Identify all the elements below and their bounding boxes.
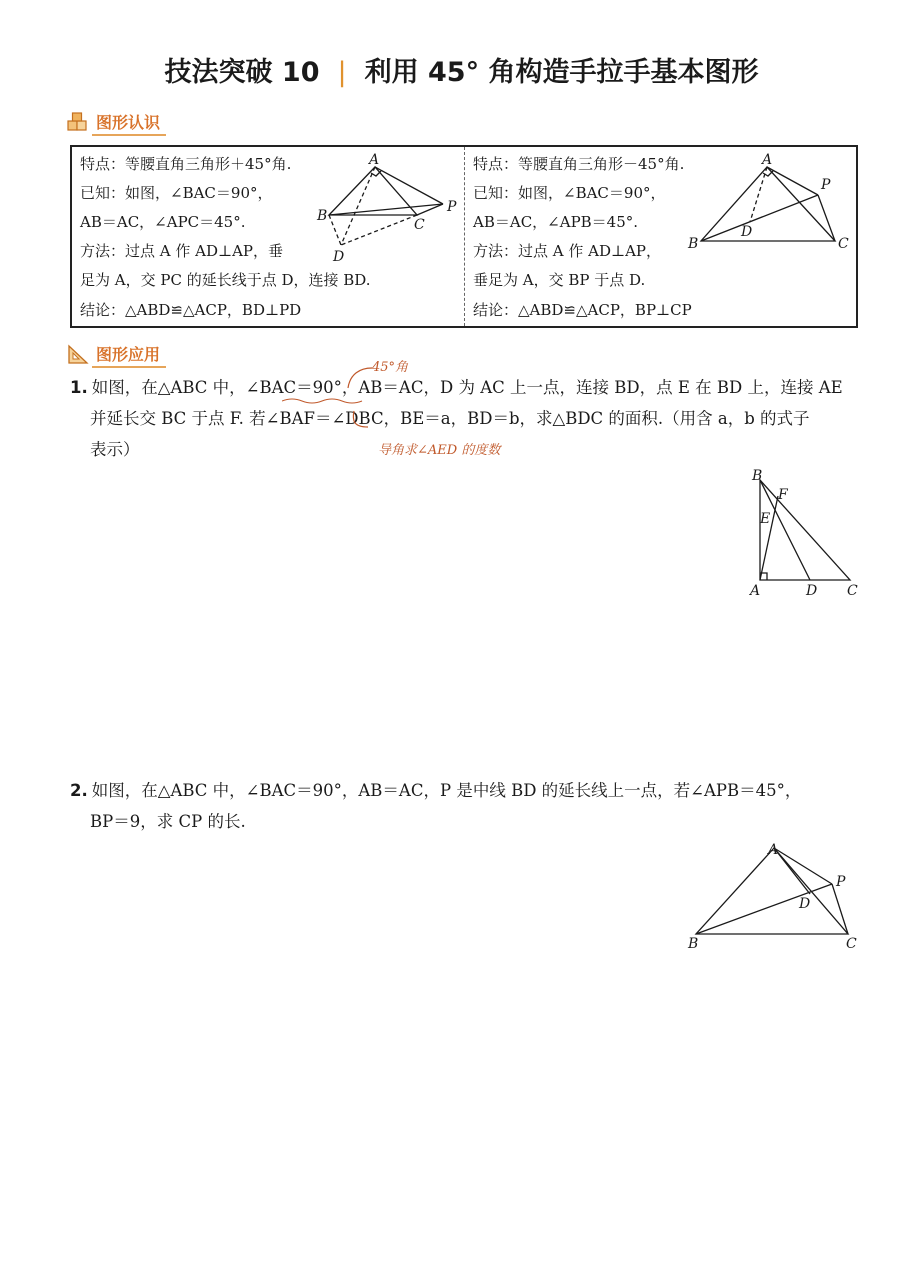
problem1-note-bottom-arrow xyxy=(282,393,392,438)
p2-fig-label-d: D xyxy=(799,896,811,912)
p2-fig-label-c: C xyxy=(846,936,857,952)
p1-fig-label-e: E xyxy=(760,511,771,527)
card-right-line-3: AB＝AC，∠APB＝45°. xyxy=(473,213,639,231)
p1-fig-triangle-abc xyxy=(760,480,850,580)
right-fig-segment-ap xyxy=(767,167,818,195)
right-fig-label-c: C xyxy=(838,236,849,252)
problem2-text-1: 如图，在△ABC 中，∠BAC＝90°，AB＝AC，P 是中线 BD 的延长线上一点，若∠APB＝45°， xyxy=(91,781,802,800)
card-left-line-6: 结论：△ABD≌△ACP，BD⊥PD xyxy=(80,301,302,319)
problem1-note-bottom: 导角求∠AED 的度数 xyxy=(378,443,501,458)
problem1-text-2: 并延长交 BC 于点 F. 若∠BAF＝∠DBC，BE＝a，BD＝b，求△BDC 的面积.（用含 a，b 的式子 xyxy=(90,409,810,428)
right-fig-label-p: P xyxy=(821,177,831,193)
set-square-icon xyxy=(66,344,90,366)
card-right-figure xyxy=(683,147,858,267)
left-fig-label-c: C xyxy=(414,217,425,233)
cubes-icon xyxy=(66,112,90,134)
p1-fig-label-d: D xyxy=(806,583,818,599)
right-fig-label-b: B xyxy=(688,236,699,252)
card-right-line-1: 特点：等腰直角三角形－45°角. xyxy=(473,155,685,173)
right-fig-label-a: A xyxy=(762,152,773,168)
section-recognition-title: 图形认识 xyxy=(92,110,166,136)
p2-fig-label-b: B xyxy=(688,936,699,952)
right-fig-segment-bp xyxy=(701,195,818,241)
card-left-line-5: 足为 A，交 PC 的延长线于点 D，连接 BD. xyxy=(80,271,371,289)
left-fig-right-angle-mark xyxy=(371,171,381,176)
card-left-figure xyxy=(307,147,467,269)
card-left-line-1: 特点：等腰直角三角形＋45°角. xyxy=(80,155,292,173)
card-left-line-3: AB＝AC，∠APC＝45°. xyxy=(80,213,246,231)
p2-fig-label-p: P xyxy=(836,874,846,890)
left-fig-label-a: A xyxy=(369,152,380,168)
problem2-text-2: BP＝9，求 CP 的长. xyxy=(90,812,246,831)
left-fig-label-d: D xyxy=(333,249,345,265)
card-right-line-6: 结论：△ABD≌△ACP，BP⊥CP xyxy=(473,301,692,319)
page-title xyxy=(0,50,923,89)
title-right: 利用 45° 角构造手拉手基本图形 xyxy=(364,57,759,88)
p2-fig-segment-bp xyxy=(696,884,832,934)
right-fig-label-d: D xyxy=(741,224,753,240)
problem1-text-1: 如图，在△ABC 中，∠BAC＝90°，AB＝AC，D 为 AC 上一点，连接 BD，点 E 在 BD 上，连接 AE xyxy=(91,378,843,397)
left-fig-label-p: P xyxy=(447,199,457,215)
p1-fig-segment-af xyxy=(760,496,778,580)
title-separator: | xyxy=(337,57,347,88)
p1-fig-label-a: A xyxy=(750,583,761,599)
problem2 xyxy=(70,775,860,837)
p2-fig-segment-ap xyxy=(774,848,832,884)
right-fig-segment-pc xyxy=(818,195,835,241)
card-left-line-4: 方法：过点 A 作 AD⊥AP，垂 xyxy=(80,242,284,260)
card-right-line-4: 方法：过点 A 作 AD⊥AP， xyxy=(473,242,662,260)
section-recognition-header xyxy=(66,110,166,136)
problem1-line-1 xyxy=(70,372,860,403)
section-application-header xyxy=(66,342,166,368)
recognition-box xyxy=(70,145,858,328)
card-left-line-2: 已知：如图，∠BAC＝90°， xyxy=(80,184,273,202)
p1-fig-label-f: F xyxy=(778,487,788,503)
p2-fig-triangle-abc xyxy=(696,848,848,934)
card-right-line-2: 已知：如图，∠BAC＝90°， xyxy=(473,184,666,202)
problem2-figure xyxy=(680,836,870,956)
left-fig-segment-bd xyxy=(329,215,341,245)
left-fig-segment-ap xyxy=(375,167,443,204)
left-fig-segment-bp xyxy=(329,204,443,215)
problem1-text-3: 表示） xyxy=(90,440,140,459)
card-right-line-5: 垂足为 A，交 BP 于点 D. xyxy=(473,271,646,289)
problem2-line-1 xyxy=(70,775,860,806)
p1-fig-label-c: C xyxy=(847,583,858,599)
card-left xyxy=(72,147,464,326)
problem1-number: 1. xyxy=(70,378,88,397)
problem1-note-top: 45°角 xyxy=(372,360,409,375)
left-fig-label-b: B xyxy=(317,208,328,224)
p2-fig-segment-ad xyxy=(774,848,810,894)
section-application-title: 图形应用 xyxy=(92,342,166,368)
p1-fig-label-b: B xyxy=(752,468,763,484)
title-left: 技法突破 10 xyxy=(164,57,320,88)
card-right xyxy=(464,147,856,326)
p2-fig-label-a: A xyxy=(768,842,779,858)
right-fig-segment-ad xyxy=(750,167,767,222)
right-fig-triangle-abc xyxy=(701,167,835,241)
problem2-number: 2. xyxy=(70,781,88,800)
p2-fig-segment-pc xyxy=(832,884,848,934)
problem1-figure xyxy=(740,462,870,602)
